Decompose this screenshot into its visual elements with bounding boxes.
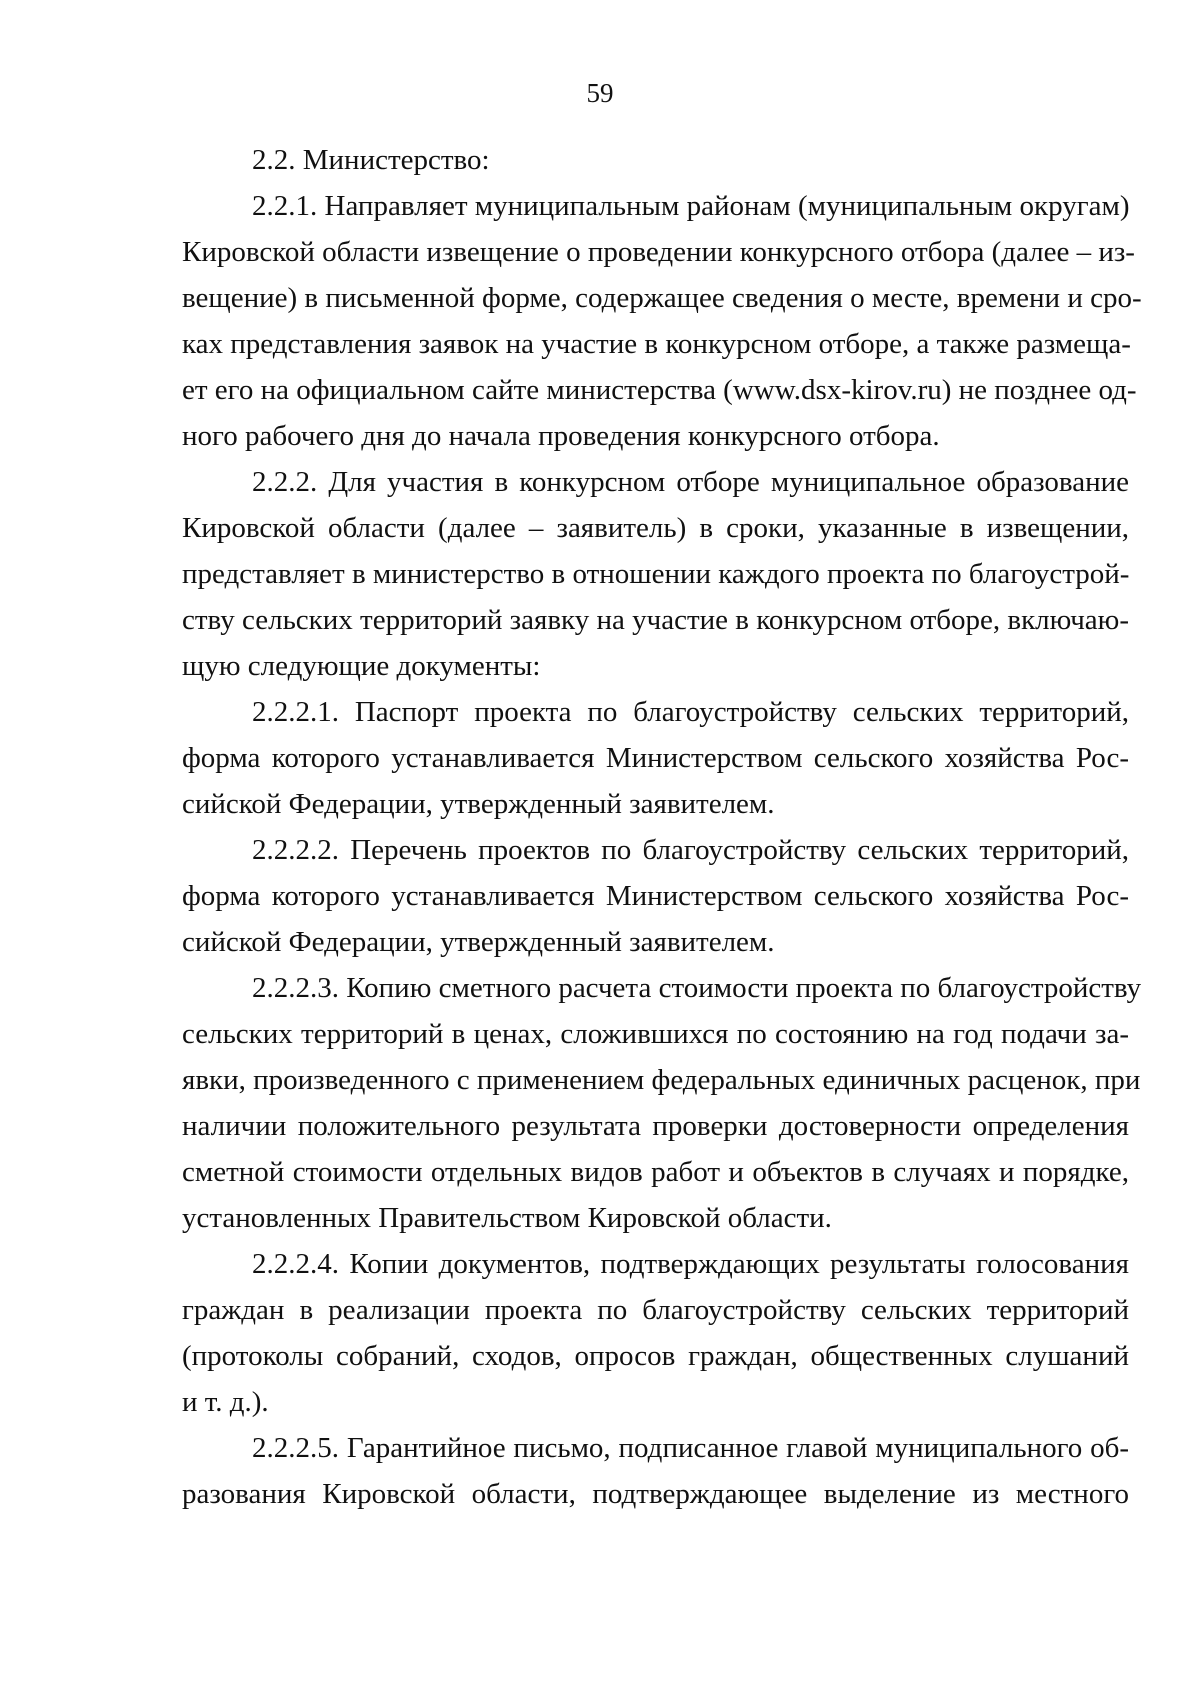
text-line: ству сельских территорий заявку на участие в конкурсном отборе, включаю- — [182, 604, 1129, 636]
text-line: сельских территорий в ценах, сложившихся по состоянию на год подачи за- — [182, 1018, 1129, 1050]
text-line: Кировской области (далее – заявитель) в сроки, указанные в извещении, — [182, 512, 1129, 544]
text-line: 2.2.1. Направляет муниципальным районам (муниципальным округам) — [252, 190, 1130, 222]
text-line: представляет в министерство в отношении каждого проекта по благоустрой- — [182, 558, 1130, 590]
text-line: 2.2.2.5. Гарантийное письмо, подписанное главой муниципального об- — [252, 1432, 1129, 1464]
text-line: 2.2.2.1. Паспорт проекта по благоустройству сельских территорий, — [252, 696, 1129, 728]
text-line: форма которого устанавливается Министерством сельского хозяйства Рос- — [182, 880, 1129, 912]
text-line: 2.2.2.3. Копию сметного расчета стоимости проекта по благоустройству — [252, 972, 1142, 1004]
text-line: ках представления заявок на участие в конкурсном отборе, а также размеща- — [182, 328, 1131, 360]
text-line: 2.2.2.4. Копии документов, подтверждающих результаты голосования — [252, 1248, 1129, 1280]
text-line: сийской Федерации, утвержденный заявителем. — [182, 788, 775, 820]
text-line: (протоколы собраний, сходов, опросов граждан, общественных слушаний — [182, 1340, 1129, 1372]
text-line: сийской Федерации, утвержденный заявителем. — [182, 926, 775, 958]
text-line: установленных Правительством Кировской области. — [182, 1202, 832, 1234]
page-number: 59 — [586, 78, 614, 108]
text-line: 2.2. Министерство: — [252, 144, 490, 176]
text-line: разования Кировской области, подтверждающее выделение из местного — [182, 1478, 1129, 1510]
text-line: Кировской области извещение о проведении конкурсного отбора (далее – из- — [182, 236, 1135, 268]
text-line: граждан в реализации проекта по благоустройству сельских территорий — [182, 1294, 1129, 1326]
text-line: вещение) в письменной форме, содержащее сведения о месте, времени и сро- — [182, 282, 1142, 314]
text-line: ет его на официальном сайте министерства (www.dsx-kirov.ru) не позднее од- — [182, 374, 1137, 406]
text-line: наличии положительного результата проверки достоверности определения — [182, 1110, 1129, 1142]
text-line: щую следующие документы: — [182, 650, 541, 682]
text-line: и т. д.). — [182, 1386, 269, 1418]
text-line: 2.2.2. Для участия в конкурсном отборе муниципальное образование — [252, 466, 1129, 498]
text-line: явки, произведенного с применением федеральных единичных расценок, при — [182, 1064, 1141, 1096]
text-line: форма которого устанавливается Министерством сельского хозяйства Рос- — [182, 742, 1129, 774]
text-line: 2.2.2.2. Перечень проектов по благоустройству сельских территорий, — [252, 834, 1129, 866]
text-line: сметной стоимости отдельных видов работ и объектов в случаях и порядке, — [182, 1156, 1129, 1188]
text-line: ного рабочего дня до начала проведения конкурсного отбора. — [182, 420, 940, 452]
